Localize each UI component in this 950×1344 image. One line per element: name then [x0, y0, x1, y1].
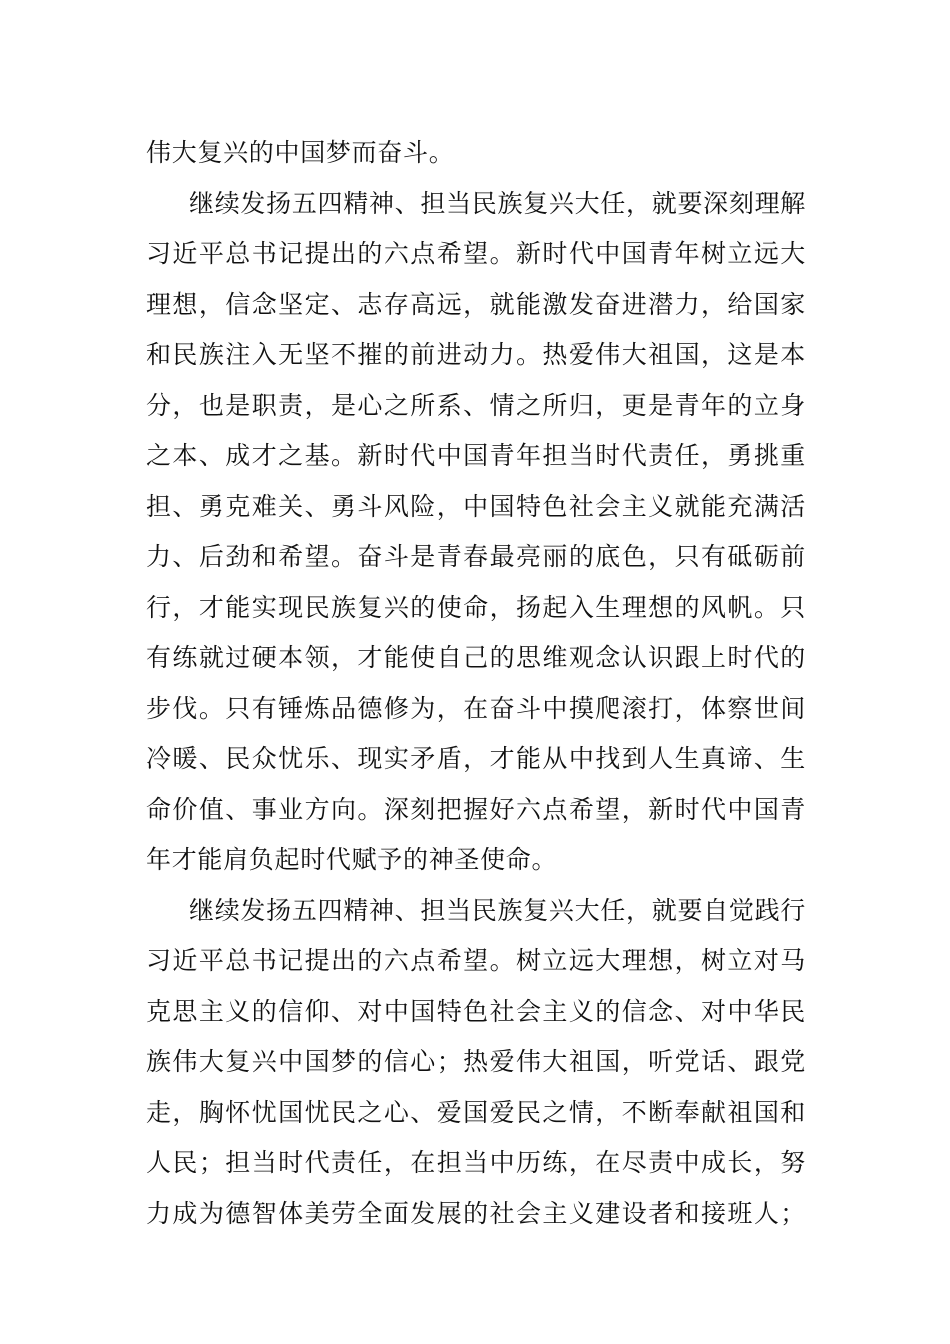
body-text	[146, 128, 806, 1239]
text-line: 克思主义的信仰、对中国特色社会主义的信念、对中华民	[146, 996, 806, 1026]
text-line: 有练就过硬本领，才能使自己的思维观念认识跟上时代的	[146, 643, 806, 672]
text-line: 习近平总书记提出的六点希望。新时代中国青年树立远大	[146, 239, 806, 268]
text-line: 年才能肩负起时代赋予的神圣使命。	[146, 845, 558, 874]
text-line: 分，也是职责，是心之所系、情之所归，更是青年的立身	[146, 390, 806, 420]
text-line: 之本、成才之基。新时代中国青年担当时代责任，勇挑重	[146, 441, 806, 470]
text-line: 人民；担当时代责任，在担当中历练，在尽责中成长，努	[146, 1148, 806, 1177]
paragraph-first-line: 继续发扬五四精神、担当民族复兴大任，就要深刻理解	[189, 188, 806, 218]
text-line: 命价值、事业方向。深刻把握好六点希望，新时代中国青	[146, 794, 806, 824]
text-line: 伟大复兴的中国梦而奋斗。	[146, 138, 455, 167]
text-line: 习近平总书记提出的六点希望。树立远大理想，树立对马	[146, 946, 806, 975]
text-line: 力成为德智体美劳全面发展的社会主义建设者和接班人；	[146, 1198, 806, 1228]
text-line: 和民族注入无坚不摧的前进动力。热爱伟大祖国，这是本	[146, 340, 806, 369]
text-line: 步伐。只有锤炼品德修为，在奋斗中摸爬滚打，体察世间	[146, 693, 806, 723]
text-line: 族伟大复兴中国梦的信心；热爱伟大祖国，听党话、跟党	[146, 1047, 806, 1076]
text-line: 行，才能实现民族复兴的使命，扬起入生理想的风帆。只	[146, 592, 806, 622]
text-line: 理想，信念坚定、志存高远，就能激发奋进潜力，给国家	[146, 289, 806, 319]
paragraph-first-line: 继续发扬五四精神、担当民族复兴大任，就要自觉践行	[189, 895, 806, 925]
text-line: 力、后劲和希望。奋斗是青春最亮丽的底色，只有砥砺前	[146, 542, 806, 571]
text-line: 走，胸怀忧国忧民之心、爱国爱民之情，不断奉献祖国和	[146, 1097, 806, 1127]
text-line: 冷暖、民众忧乐、现实矛盾，才能从中找到人生真谛、生	[146, 744, 806, 773]
text-line: 担、勇克难关、勇斗风险，中国特色社会主义就能充满活	[146, 491, 806, 521]
